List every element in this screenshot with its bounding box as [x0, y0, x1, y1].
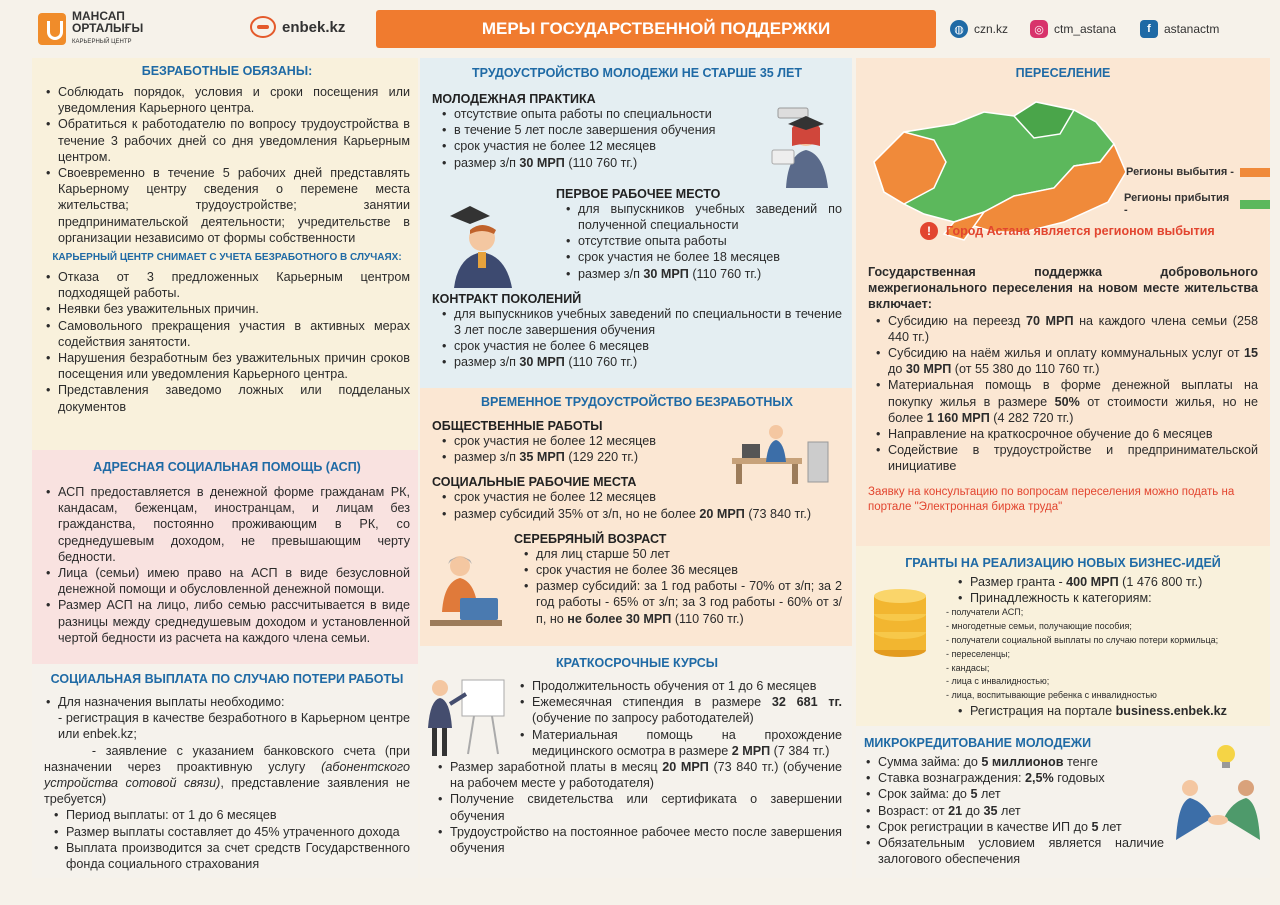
astana-note: ! Город Астана является регионом выбытия	[920, 222, 1215, 240]
list-item: • Обратиться к работодателю по вопросу трудоустройства в течение 3 рабочих дней со дня уведомления Карьерным центром.	[44, 116, 410, 165]
handshake-illustration	[1172, 742, 1264, 842]
grants-categories	[946, 606, 1258, 703]
site-label: czn.kz	[974, 22, 1009, 36]
list-item: • Субсидию на наём жилья и оплату коммунальных услуг от 15 до 30 МРП (от 55 380 до 110 760 тг.)	[874, 345, 1258, 377]
first-job-list	[564, 201, 842, 282]
list-item: • размер субсидий 35% от з/п, но не более 20 МРП (73 840 тг.)	[440, 506, 842, 522]
deregister-list	[44, 269, 410, 415]
list-item: • Лица (семьи) имею право на АСП в виде безусловной денежной помощи и обусловленной денежной помощи.	[44, 565, 410, 597]
list-item: • срок участия не более 36 месяцев	[522, 562, 842, 578]
relocation-list	[868, 313, 1258, 475]
relocation-title: ПЕРЕСЕЛЕНИЕ	[1015, 66, 1111, 80]
requirement-application: - заявление с указанием банковского счета (при назначении через проактивную услугу (абонентского устройства сотовой связи), представление заявления не требуется)	[44, 743, 410, 807]
microcredit-title: МИКРОКРЕДИТОВАНИЕ МОЛОДЕЖИ	[864, 736, 1092, 750]
page-title: МЕРЫ ГОСУДАРСТВЕННОЙ ПОДДЕРЖКИ	[376, 10, 936, 48]
instagram-link	[1030, 20, 1116, 38]
list-item: • Срок регистрации в качестве ИП до 5 лет	[864, 819, 1164, 835]
logo-line1: МАНСАП	[72, 9, 125, 23]
list-item: • Самовольного прекращения участия в активных мерах содействия занятости.	[44, 318, 410, 350]
senior-woman-illustration	[430, 552, 502, 636]
list-item: • размер субсидий: за 1 год работы - 70% от з/п; за 2 год работы - 65% от з/п; за 3 год работы - 60% от з/п, но не более 30 МРП (110 760 тг.)	[522, 578, 842, 627]
list-item: - получатели социальной выплаты по случаю потери кормильца;	[946, 635, 1219, 645]
list-item: • Получение свидетельства или сертификата о завершении обучения	[436, 791, 842, 823]
deregister-title: КАРЬЕРНЫЙ ЦЕНТР СНИМАЕТ С УЧЕТА БЕЗРАБОТНОГО В СЛУЧАЯХ:	[52, 252, 402, 264]
list-item: • Субсидию на переезд 70 МРП на каждого члена семьи (258 440 тг.)	[874, 313, 1258, 345]
social-payment-list	[44, 807, 410, 872]
header	[30, 4, 1270, 52]
microcredit-panel	[856, 726, 1270, 878]
list-item: • Отказа от 3 предложенных Карьерным центром подходящей работы.	[44, 269, 410, 301]
list-item: • размер з/п 30 МРП (110 760 тг.)	[440, 354, 842, 370]
list-item: • Направление на краткосрочное обучение до 6 месяцев	[874, 426, 1258, 442]
list-item: • Принадлежность к категориям:	[956, 590, 1256, 606]
silver-age-list	[522, 546, 842, 627]
office-worker-illustration	[732, 422, 832, 484]
list-item: • размер з/п 30 МРП (110 760 тг.)	[564, 266, 842, 282]
list-item: • срок участия не более 12 месяцев	[440, 138, 752, 154]
contract-list	[432, 306, 842, 371]
relocation-intro: Государственная поддержка добровольного межрегионального переселения на новом месте жительства включает:	[868, 265, 1258, 312]
courses-panel	[420, 646, 852, 878]
public-works-title: ОБЩЕСТВЕННЫЕ РАБОТЫ	[432, 419, 603, 433]
requirement-registration: - регистрация в качестве безработного в Карьерном центре или enbek.kz;	[58, 711, 410, 742]
asp-title: АДРЕСНАЯ СОЦИАЛЬНАЯ ПОМОЩЬ (АСП)	[93, 460, 361, 474]
microcredit-list	[864, 754, 1164, 867]
temporary-panel	[420, 388, 852, 646]
list-item: • для лиц старше 50 лет	[522, 546, 842, 562]
list-item: • Трудоустройство на постоянное рабочее место после завершения обучения	[436, 824, 842, 856]
career-center-logo	[38, 10, 143, 48]
list-item: • Срок займа: до 5 лет	[864, 786, 1164, 802]
facebook-icon: f	[1140, 20, 1158, 38]
logo-line2: ОРТАЛЫҒЫ	[72, 21, 144, 35]
youth-practice-list	[432, 106, 752, 171]
enbek-label: enbek.kz	[282, 18, 346, 36]
legend-arrival: Регионы прибытия -	[1124, 192, 1270, 216]
relocation-note: Заявку на консультацию по вопросам переселения можно подать на портале "Электронная биржа труда"	[868, 485, 1235, 513]
list-item: • срок участия не более 6 месяцев	[440, 338, 842, 354]
coins-icon	[868, 584, 932, 660]
list-item: - получатели АСП;	[946, 607, 1024, 618]
relocation-panel	[856, 58, 1270, 546]
list-item: • Своевременно в течение 5 рабочих дней представлять Карьерному центру сведения о перемене места жительства; трудоустройстве; занятии предпринимательской деятельности; учредительстве в организации независимо от формы собственности	[44, 165, 410, 246]
list-item: • Для назначения выплаты необходимо:	[44, 694, 410, 710]
legend-departure: Регионы выбытия -	[1126, 166, 1270, 178]
youth-title: ТРУДОУСТРОЙСТВО МОЛОДЕЖИ НЕ СТАРШЕ 35 ЛЕТ	[472, 66, 802, 80]
list-item: - лица с инвалидностью;	[946, 676, 1050, 687]
obligations-title: БЕЗРАБОТНЫЕ ОБЯЗАНЫ:	[141, 64, 313, 78]
legend-arrival-swatch	[1240, 200, 1270, 209]
list-item: • Материальная помощь в форме денежной выплаты на покупку жилья в размере 50% от стоимости жилья, но не более 1 160 МРП (4 282 720 тг.)	[874, 377, 1258, 426]
list-item: - переселенцы;	[946, 648, 1010, 659]
list-item: - лица, воспитывающие ребенка с инвалидностью	[946, 690, 1157, 701]
list-item: • для выпускников учебных заведений по полученной специальности	[564, 201, 842, 233]
youth-practice-title: МОЛОДЕЖНАЯ ПРАКТИКА	[432, 92, 596, 106]
courses-list-top	[518, 678, 842, 759]
list-item: • размер з/п 30 МРП (110 760 тг.)	[440, 155, 752, 171]
graduate-boy-illustration	[442, 196, 526, 288]
obligations-panel	[32, 58, 418, 450]
logo-line3: КАРЬЕРНЫЙ ЦЕНТР	[72, 39, 132, 45]
list-item: • Ежемесячная стипендия в размере 32 681 тг. (обучение по запросу работодателей)	[518, 694, 842, 726]
list-item: • Сумма займа: до 5 миллионов тенге	[864, 754, 1164, 770]
list-item: • Продолжительность обучения от 1 до 6 месяцев	[518, 678, 842, 694]
list-item: • Размер заработной платы в месяц 20 МРП (73 840 тг.) (обучение на рабочем месте у работодателя)	[436, 759, 842, 791]
graduate-girl-illustration	[766, 98, 842, 190]
grants-title: ГРАНТЫ НА РЕАЛИЗАЦИЮ НОВЫХ БИЗНЕС-ИДЕЙ	[905, 556, 1221, 570]
obligations-list	[44, 84, 410, 246]
list-item: • Период выплаты: от 1 до 6 месяцев	[52, 807, 410, 823]
list-item: • Размер выплаты составляет до 45% утраченного дохода	[52, 824, 410, 840]
list-item: • Содействие в трудоустройстве и предпринимательской инициативе	[874, 442, 1258, 474]
facebook-link	[1140, 20, 1219, 38]
temporary-title: ВРЕМЕННОЕ ТРУДОУСТРОЙСТВО БЕЗРАБОТНЫХ	[481, 395, 793, 409]
social-payment-title: СОЦИАЛЬНАЯ ВЫПЛАТА ПО СЛУЧАЮ ПОТЕРИ РАБОТЫ	[50, 672, 404, 686]
site-link	[950, 20, 1008, 38]
contract-title: КОНТРАКТ ПОКОЛЕНИЙ	[432, 291, 582, 306]
grants-list	[956, 574, 1256, 606]
enbek-logo-icon	[250, 16, 276, 38]
silver-age-title: СЕРЕБРЯНЫЙ ВОЗРАСТ	[514, 531, 667, 546]
list-item: • срок участия не более 12 месяцев	[440, 489, 842, 505]
list-item: • Размер гранта - 400 МРП (1 476 800 тг.)	[956, 574, 1256, 590]
teacher-illustration	[422, 674, 508, 760]
kazakhstan-map	[864, 92, 1130, 242]
social-jobs-list	[432, 489, 842, 521]
career-center-logo-icon	[38, 13, 66, 45]
list-item: • Выплата производится за счет средств Государственного фонда социального страхования	[52, 840, 410, 872]
list-item: • отсутствие опыта работы	[564, 233, 842, 249]
list-item: • Соблюдать порядок, условия и сроки посещения или уведомления Карьерного центра.	[44, 84, 410, 116]
warning-icon: !	[920, 222, 938, 240]
list-item: • Возраст: от 21 до 35 лет	[864, 803, 1164, 819]
courses-title: КРАТКОСРОЧНЫЕ КУРСЫ	[555, 656, 719, 670]
list-item: • Неявки без уважительных причин.	[44, 301, 410, 317]
list-item: • Размер АСП на лицо, либо семью рассчитывается в виде разницы между среднедушевым доходом и установленной чертой бедности из расчета на каждого члена семьи.	[44, 597, 410, 646]
list-item: • срок участия не более 18 месяцев	[564, 249, 842, 265]
list-item: • Представления заведомо ложных или подделаных документов	[44, 382, 410, 414]
list-item: • Ставка вознаграждения: 2,5% годовых	[864, 770, 1164, 786]
instagram-label: ctm_astana	[1054, 22, 1117, 36]
courses-list-bottom	[432, 759, 842, 856]
list-item: • в течение 5 лет после завершения обучения	[440, 122, 752, 138]
globe-icon: ◍	[950, 20, 968, 38]
asp-list	[44, 484, 410, 646]
facebook-label: astanactm	[1164, 22, 1220, 36]
list-item: • размер з/п 35 МРП (129 220 тг.)	[440, 449, 842, 465]
legend-departure-swatch	[1240, 168, 1270, 177]
grants-panel	[856, 546, 1270, 726]
instagram-icon: ◎	[1030, 20, 1048, 38]
asp-panel	[32, 450, 418, 664]
list-item: - кандасы;	[946, 662, 990, 673]
list-item: • АСП предоставляется в денежной форме гражданам РК, кандасам, беженцам, иностранцам, и лицам без гражданства, постоянно проживающим в РК, со среднедушевым доходом, не превышающим черту бедности.	[44, 484, 410, 565]
list-item: • для выпускников учебных заведений по специальности в течение 3 лет после завершения обучения	[440, 306, 842, 338]
list-item: • Обязательным условием является наличие залогового обеспечения	[864, 835, 1164, 867]
list-item: • Регистрация на портале business.enbek.kz	[956, 703, 1258, 719]
list-item: - многодетные семьи, получающие пособия;	[946, 621, 1132, 632]
list-item: • Нарушения безработным без уважительных причин сроков посещения или уведомления Карьерного центра.	[44, 350, 410, 382]
social-payment-panel	[32, 664, 418, 878]
youth-panel	[420, 58, 852, 388]
list-item: • Материальная помощь на прохождение медицинского осмотра в размере 2 МРП (7 384 тг.)	[518, 727, 842, 759]
relocation-body	[868, 264, 1258, 515]
enbek-logo	[250, 16, 345, 38]
first-job-title: ПЕРВОЕ РАБОЧЕЕ МЕСТО	[556, 186, 721, 201]
social-jobs-title: СОЦИАЛЬНЫЕ РАБОЧИЕ МЕСТА	[432, 475, 637, 490]
list-item: • отсутствие опыта работы по специальности	[440, 106, 752, 122]
list-item: • срок участия не более 12 месяцев	[440, 433, 842, 449]
